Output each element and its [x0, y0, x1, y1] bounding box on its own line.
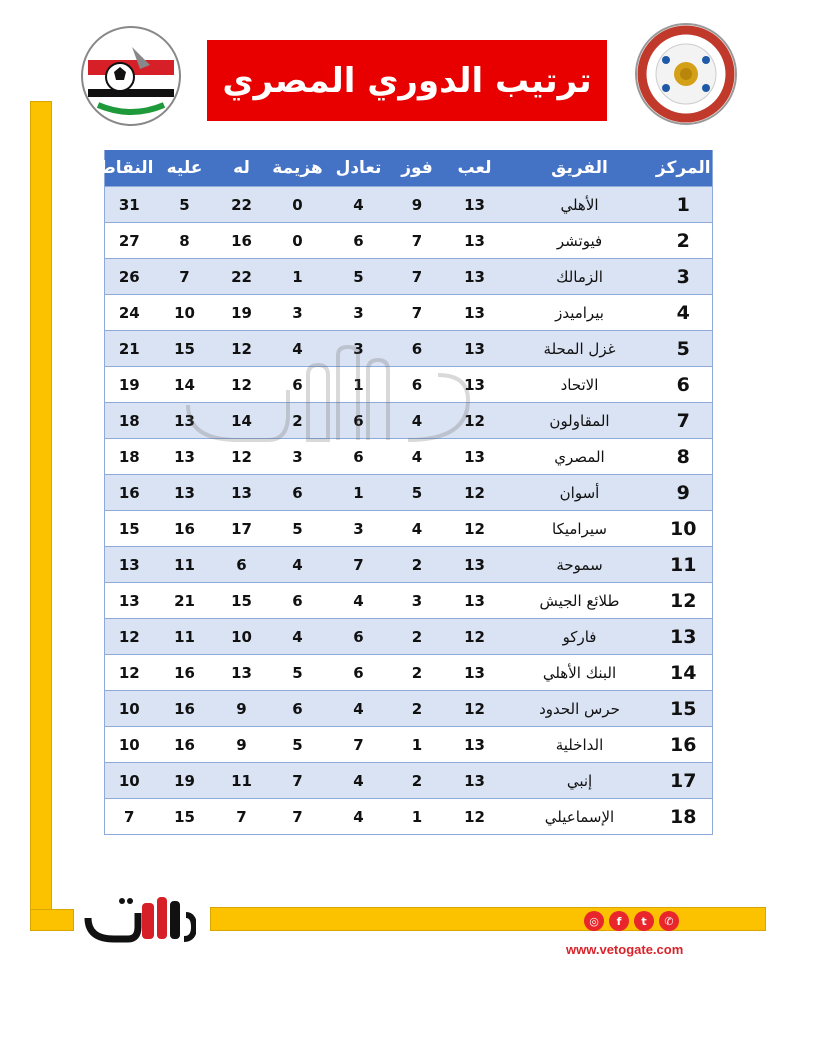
table-row — [105, 511, 713, 547]
lost-cell: 6 — [268, 691, 328, 727]
whatsapp-icon[interactable]: ✆ — [659, 911, 679, 931]
table-row — [105, 727, 713, 763]
goals-against-cell: 11 — [154, 619, 216, 655]
drawn-cell: 6 — [328, 223, 390, 259]
played-cell: 13 — [445, 439, 505, 475]
table-row — [105, 259, 713, 295]
points-cell: 13 — [105, 583, 154, 619]
goals-against-cell: 11 — [154, 547, 216, 583]
points-cell: 21 — [105, 331, 154, 367]
rank-cell: 18 — [655, 799, 713, 835]
goals-against-cell: 5 — [154, 187, 216, 223]
goals-for-cell: 13 — [216, 655, 268, 691]
goals-against-cell: 16 — [154, 655, 216, 691]
lost-cell: 6 — [268, 367, 328, 403]
team-cell: المصري — [505, 439, 655, 475]
rank-cell: 15 — [655, 691, 713, 727]
lost-cell: 6 — [268, 583, 328, 619]
brand-logo — [84, 893, 196, 943]
team-cell: بيراميدز — [505, 295, 655, 331]
instagram-icon[interactable]: ◎ — [584, 911, 604, 931]
drawn-cell: 6 — [328, 439, 390, 475]
played-cell: 12 — [445, 511, 505, 547]
goals-against-cell: 7 — [154, 259, 216, 295]
lost-cell: 3 — [268, 295, 328, 331]
team-cell: غزل المحلة — [505, 331, 655, 367]
table-row — [105, 223, 713, 259]
rank-cell: 17 — [655, 763, 713, 799]
played-cell: 13 — [445, 223, 505, 259]
goals-for-cell: 15 — [216, 583, 268, 619]
header-won: فوز — [390, 150, 445, 187]
won-cell: 6 — [390, 367, 445, 403]
table-row — [105, 403, 713, 439]
goals-against-cell: 19 — [154, 763, 216, 799]
points-cell: 12 — [105, 655, 154, 691]
frame-left-bar — [30, 101, 52, 931]
won-cell: 1 — [390, 799, 445, 835]
goals-against-cell: 16 — [154, 691, 216, 727]
goals-for-cell: 9 — [216, 727, 268, 763]
points-cell: 13 — [105, 547, 154, 583]
standings-table — [98, 150, 713, 835]
rank-cell: 11 — [655, 547, 713, 583]
points-cell: 19 — [105, 367, 154, 403]
points-cell: 10 — [105, 691, 154, 727]
team-cell: أسوان — [505, 475, 655, 511]
team-cell: سيراميكا — [505, 511, 655, 547]
rank-cell: 2 — [655, 223, 713, 259]
team-cell: الإسماعيلي — [505, 799, 655, 835]
team-cell: الاتحاد — [505, 367, 655, 403]
drawn-cell: 4 — [328, 691, 390, 727]
won-cell: 9 — [390, 187, 445, 223]
goals-against-cell: 15 — [154, 331, 216, 367]
header-drawn: تعادل — [328, 150, 390, 187]
team-cell: حرس الحدود — [505, 691, 655, 727]
points-cell: 10 — [105, 763, 154, 799]
goals-for-cell: 9 — [216, 691, 268, 727]
goals-against-cell: 15 — [154, 799, 216, 835]
drawn-cell: 4 — [328, 799, 390, 835]
drawn-cell: 6 — [328, 403, 390, 439]
header-team: الفريق — [505, 150, 655, 187]
won-cell: 4 — [390, 511, 445, 547]
header-points: النقاط — [105, 150, 154, 187]
goals-for-cell: 17 — [216, 511, 268, 547]
table-header-row — [105, 150, 713, 187]
goals-for-cell: 14 — [216, 403, 268, 439]
header-rank: المركز — [655, 150, 713, 187]
won-cell: 2 — [390, 763, 445, 799]
team-cell: الأهلي — [505, 187, 655, 223]
lost-cell: 2 — [268, 403, 328, 439]
lost-cell: 4 — [268, 547, 328, 583]
goals-against-cell: 13 — [154, 475, 216, 511]
lost-cell: 3 — [268, 439, 328, 475]
points-cell: 16 — [105, 475, 154, 511]
rank-cell: 16 — [655, 727, 713, 763]
table-row — [105, 655, 713, 691]
premier-league-logo — [634, 22, 738, 126]
points-cell: 10 — [105, 727, 154, 763]
points-cell: 26 — [105, 259, 154, 295]
table-row — [105, 799, 713, 835]
team-cell: فيوتشر — [505, 223, 655, 259]
rank-cell: 13 — [655, 619, 713, 655]
won-cell: 6 — [390, 331, 445, 367]
points-cell: 7 — [105, 799, 154, 835]
title-banner: ترتيب الدوري المصري — [207, 40, 607, 121]
points-cell: 12 — [105, 619, 154, 655]
twitter-icon[interactable]: t — [634, 911, 654, 931]
table-row — [105, 331, 713, 367]
rank-cell: 3 — [655, 259, 713, 295]
rank-cell: 12 — [655, 583, 713, 619]
frame-corner-bar — [30, 909, 74, 931]
played-cell: 13 — [445, 259, 505, 295]
rank-cell: 6 — [655, 367, 713, 403]
drawn-cell: 4 — [328, 187, 390, 223]
drawn-cell: 1 — [328, 367, 390, 403]
goals-against-cell: 21 — [154, 583, 216, 619]
table-row — [105, 583, 713, 619]
played-cell: 12 — [445, 691, 505, 727]
won-cell: 2 — [390, 691, 445, 727]
goals-for-cell: 12 — [216, 331, 268, 367]
goals-for-cell: 19 — [216, 295, 268, 331]
goals-for-cell: 7 — [216, 799, 268, 835]
rank-cell: 7 — [655, 403, 713, 439]
table-row — [105, 367, 713, 403]
played-cell: 13 — [445, 583, 505, 619]
played-cell: 13 — [445, 763, 505, 799]
points-cell: 24 — [105, 295, 154, 331]
team-cell: الداخلية — [505, 727, 655, 763]
goals-against-cell: 14 — [154, 367, 216, 403]
drawn-cell: 4 — [328, 763, 390, 799]
drawn-cell: 7 — [328, 727, 390, 763]
standings-body — [105, 187, 713, 835]
goals-for-cell: 22 — [216, 187, 268, 223]
played-cell: 12 — [445, 403, 505, 439]
drawn-cell: 4 — [328, 583, 390, 619]
goals-against-cell: 10 — [154, 295, 216, 331]
won-cell: 5 — [390, 475, 445, 511]
drawn-cell: 3 — [328, 331, 390, 367]
table-row — [105, 475, 713, 511]
rank-cell: 14 — [655, 655, 713, 691]
table-row — [105, 547, 713, 583]
goals-against-cell: 16 — [154, 511, 216, 547]
goals-for-cell: 6 — [216, 547, 268, 583]
rank-cell: 1 — [655, 187, 713, 223]
lost-cell: 5 — [268, 727, 328, 763]
points-cell: 27 — [105, 223, 154, 259]
goals-for-cell: 11 — [216, 763, 268, 799]
team-cell: فاركو — [505, 619, 655, 655]
rank-cell: 10 — [655, 511, 713, 547]
played-cell: 12 — [445, 475, 505, 511]
efa-logo — [80, 25, 182, 127]
lost-cell: 7 — [268, 799, 328, 835]
goals-against-cell: 8 — [154, 223, 216, 259]
played-cell: 13 — [445, 331, 505, 367]
goals-against-cell: 13 — [154, 403, 216, 439]
table-row — [105, 439, 713, 475]
points-cell: 18 — [105, 439, 154, 475]
points-cell: 31 — [105, 187, 154, 223]
lost-cell: 7 — [268, 763, 328, 799]
goals-for-cell: 13 — [216, 475, 268, 511]
goals-for-cell: 12 — [216, 439, 268, 475]
won-cell: 1 — [390, 727, 445, 763]
drawn-cell: 5 — [328, 259, 390, 295]
team-cell: سموحة — [505, 547, 655, 583]
table-row — [105, 691, 713, 727]
lost-cell: 5 — [268, 511, 328, 547]
lost-cell: 0 — [268, 223, 328, 259]
website-url[interactable]: www.vetogate.com — [566, 942, 684, 957]
facebook-icon[interactable]: f — [609, 911, 629, 931]
won-cell: 4 — [390, 439, 445, 475]
drawn-cell: 3 — [328, 295, 390, 331]
team-cell: إنبي — [505, 763, 655, 799]
drawn-cell: 1 — [328, 475, 390, 511]
won-cell: 2 — [390, 655, 445, 691]
rank-cell: 4 — [655, 295, 713, 331]
goals-for-cell: 10 — [216, 619, 268, 655]
won-cell: 7 — [390, 259, 445, 295]
table-row — [105, 619, 713, 655]
played-cell: 13 — [445, 727, 505, 763]
drawn-cell: 7 — [328, 547, 390, 583]
points-cell: 18 — [105, 403, 154, 439]
won-cell: 4 — [390, 403, 445, 439]
team-cell: المقاولون — [505, 403, 655, 439]
goals-for-cell: 22 — [216, 259, 268, 295]
goals-for-cell: 16 — [216, 223, 268, 259]
won-cell: 2 — [390, 547, 445, 583]
played-cell: 12 — [445, 619, 505, 655]
played-cell: 12 — [445, 799, 505, 835]
rank-cell: 9 — [655, 475, 713, 511]
played-cell: 13 — [445, 295, 505, 331]
goals-for-cell: 12 — [216, 367, 268, 403]
points-cell: 15 — [105, 511, 154, 547]
header-goals-for: له — [216, 150, 268, 187]
lost-cell: 0 — [268, 187, 328, 223]
goals-against-cell: 13 — [154, 439, 216, 475]
played-cell: 13 — [445, 187, 505, 223]
team-cell: الزمالك — [505, 259, 655, 295]
table-row — [105, 763, 713, 799]
team-cell: البنك الأهلي — [505, 655, 655, 691]
lost-cell: 4 — [268, 619, 328, 655]
header-played: لعب — [445, 150, 505, 187]
played-cell: 13 — [445, 655, 505, 691]
team-cell: طلائع الجيش — [505, 583, 655, 619]
won-cell: 7 — [390, 223, 445, 259]
header-lost: هزيمة — [268, 150, 328, 187]
lost-cell: 1 — [268, 259, 328, 295]
drawn-cell: 6 — [328, 619, 390, 655]
played-cell: 13 — [445, 547, 505, 583]
table-row — [105, 295, 713, 331]
goals-against-cell: 16 — [154, 727, 216, 763]
lost-cell: 4 — [268, 331, 328, 367]
frame-bottom-bar — [210, 907, 766, 931]
header-goals-against: عليه — [154, 150, 216, 187]
social-icons — [584, 911, 679, 931]
played-cell: 13 — [445, 367, 505, 403]
table-row — [105, 187, 713, 223]
won-cell: 2 — [390, 619, 445, 655]
rank-cell: 8 — [655, 439, 713, 475]
rank-cell: 5 — [655, 331, 713, 367]
drawn-cell: 3 — [328, 511, 390, 547]
lost-cell: 6 — [268, 475, 328, 511]
drawn-cell: 6 — [328, 655, 390, 691]
won-cell: 7 — [390, 295, 445, 331]
won-cell: 3 — [390, 583, 445, 619]
lost-cell: 5 — [268, 655, 328, 691]
